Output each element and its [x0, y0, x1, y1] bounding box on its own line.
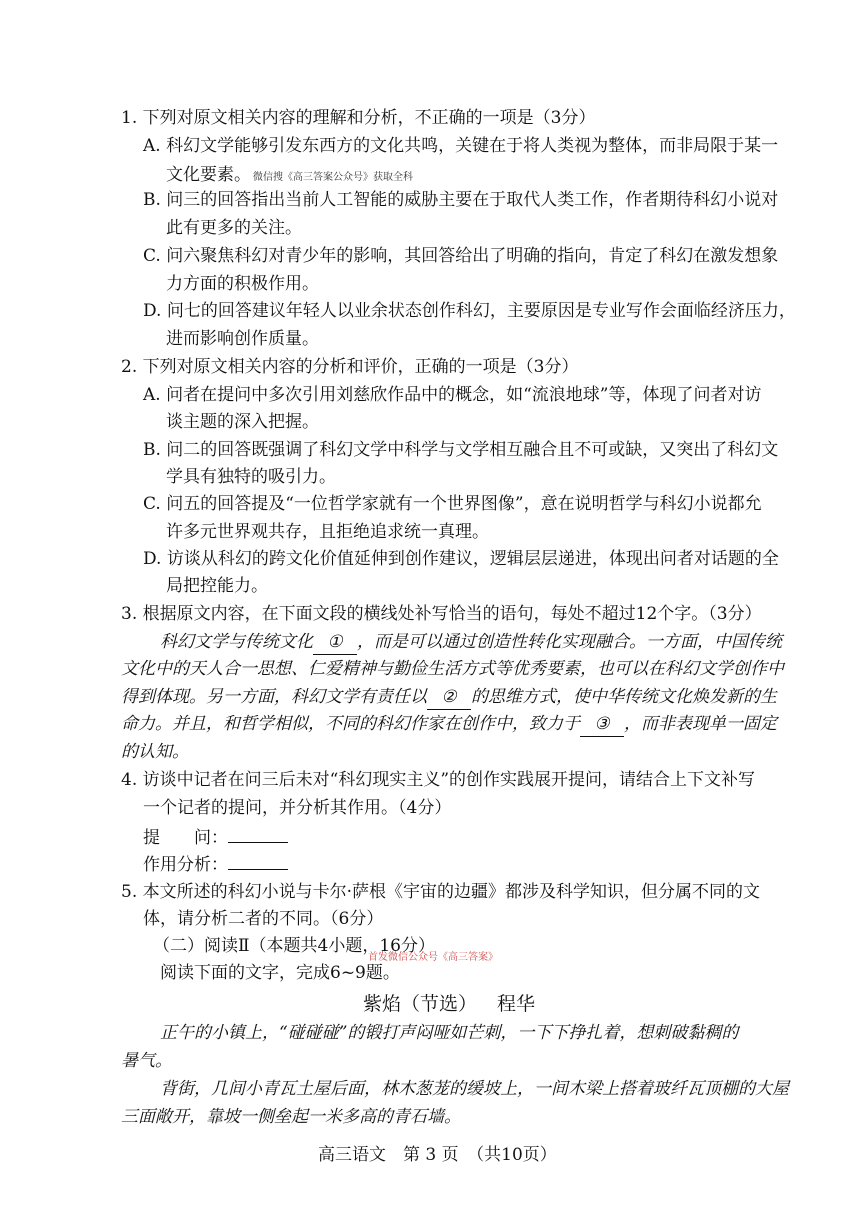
footer-page-number: 第 3 页	[403, 1145, 459, 1165]
q4-stem-line1: 4. 访谈中记者在问三后未对“科幻现实主义”的创作实践展开提问，请结合上下文补写	[121, 770, 756, 790]
q3-blank-3[interactable]: ③	[580, 712, 624, 737]
footer-subject: 高三语文	[318, 1145, 386, 1165]
q1-stem: 1. 下列对原文相关内容的理解和分析，不正确的一项是（3分）	[121, 108, 596, 128]
q2-option-d-line2: 局把控能力。	[166, 576, 268, 596]
q4-ask-row	[143, 824, 288, 850]
q1-option-a-line2: 文化要素。 微信搜《高三答案公众号》获取全科	[166, 165, 413, 185]
q1-option-c-line2: 力方面的积极作用。	[166, 274, 319, 294]
q3-passage-line2: 文化中的天人合一思想、仁爱精神与勤俭生活方式等优秀要素，也可以在科幻文学创作中	[121, 659, 784, 679]
section2-heading: （二）阅读Ⅱ（本题共4小题，16分）	[153, 936, 436, 956]
q4-analysis-row	[143, 851, 288, 877]
passage-author: 程华	[497, 993, 536, 1015]
q4-ask-answer-line[interactable]	[228, 824, 288, 843]
q2-option-a-line1: A. 问者在提问中多次引用刘慈欣作品中的概念，如“流浪地球”等，体现了问者对访	[143, 385, 762, 405]
q3-passage-line3: 得到体现。另一方面，科幻文学有责任以 ② 的思维方式，使中华传统文化焕发新的生	[121, 685, 777, 710]
passage-para2-line1: 背街，几间小青瓦土屋后面，林木葱茏的缓坡上，一间木梁上搭着玻纤瓦顶棚的大屋	[160, 1079, 789, 1099]
passage-para2-line2: 三面敞开，靠坡一侧垒起一米多高的青石墙。	[121, 1107, 461, 1127]
q1-option-d-line2: 进而影响创作质量。	[166, 329, 319, 349]
passage-para1-line1: 正午的小镇上，“碰碰碰”的锻打声闷哑如芒刺，一下下挣扎着，想刺破黏稠的	[160, 1023, 739, 1043]
q3-blank-1[interactable]: ①	[313, 630, 357, 655]
q4-analysis-answer-line[interactable]	[228, 851, 288, 870]
q4-analysis-label: 作用分析：	[143, 855, 228, 875]
q1-option-b-line1: B. 问三的回答指出当前人工智能的威胁主要在于取代人类工作，作者期待科幻小说对	[143, 190, 779, 210]
q5-stem-line2: 体，请分析二者的不同。（6分）	[143, 909, 384, 929]
q4-stem-line2: 一个记者的提问，并分析其作用。（4分）	[143, 798, 452, 818]
q5-stem-line1: 5. 本文所述的科幻小说与卡尔·萨根《宇宙的边疆》都涉及科学知识，但分属不同的文	[121, 882, 761, 902]
q3-blank-2[interactable]: ②	[427, 685, 471, 710]
q3-passage-line5: 的认知。	[121, 742, 189, 762]
q2-option-d-line1: D. 访谈从科幻的跨文化价值延伸到创作建议，逻辑层层递进，体现出问者对话题的全	[143, 549, 779, 569]
red-watermark-text: 首发微信公众号《高三答案》	[368, 952, 498, 963]
q4-ask-label: 提 问：	[143, 828, 228, 848]
page-footer	[318, 1140, 557, 1165]
watermark-text: 微信搜《高三答案公众号》获取全科	[253, 172, 413, 183]
q2-option-b-line2: 学具有独特的吸引力。	[166, 467, 336, 487]
q2-stem: 2. 下列对原文相关内容的分析和评价，正确的一项是（3分）	[121, 357, 579, 377]
q1-option-b-line2: 此有更多的关注。	[166, 218, 302, 238]
passage-para1-line2: 暑气。	[121, 1051, 172, 1071]
q2-option-b-line1: B. 问二的回答既强调了科幻文学中科学与文学相互融合且不可或缺，又突出了科幻文	[143, 440, 779, 460]
footer-total-pages: （共10页）	[475, 1145, 557, 1165]
section2-instruction: 阅读下面的文字，完成6~9题。	[160, 963, 400, 983]
q3-passage-line4: 命力。并且，和哲学相似，不同的科幻作家在创作中，致力于 ③ ，而非表现单一固定	[121, 712, 777, 737]
q3-stem: 3. 根据原文内容，在下面文段的横线处补写恰当的语句，每处不超过12个字。（3分）	[121, 604, 762, 624]
q1-option-d-line1: D. 问七的回答建议年轻人以业余状态创作科幻，主要原因是专业写作会面临经济压力，	[143, 301, 796, 321]
passage-title: 紫焰（节选）	[363, 993, 478, 1015]
q2-option-c-line2: 许多元世界观共存，且拒绝追求统一真理。	[166, 522, 489, 542]
q3-passage-line1: 科幻文学与传统文化 ① ，而是可以通过创造性转化实现融合。一方面，中国传统	[160, 630, 782, 655]
q1-option-c-line1: C. 问六聚焦科幻对青少年的影响，其回答给出了明确的指向，肯定了科幻在激发想象	[143, 246, 779, 266]
q1-option-a-line1: A. 科幻文学能够引发东西方的文化共鸣，关键在于将人类视为整体，而非局限于某一	[143, 136, 779, 156]
q2-option-a-line2: 谈主题的深入把握。	[166, 412, 319, 432]
q2-option-c-line1: C. 问五的回答提及“一位哲学家就有一个世界图像”，意在说明哲学与科幻小说都允	[143, 494, 762, 514]
